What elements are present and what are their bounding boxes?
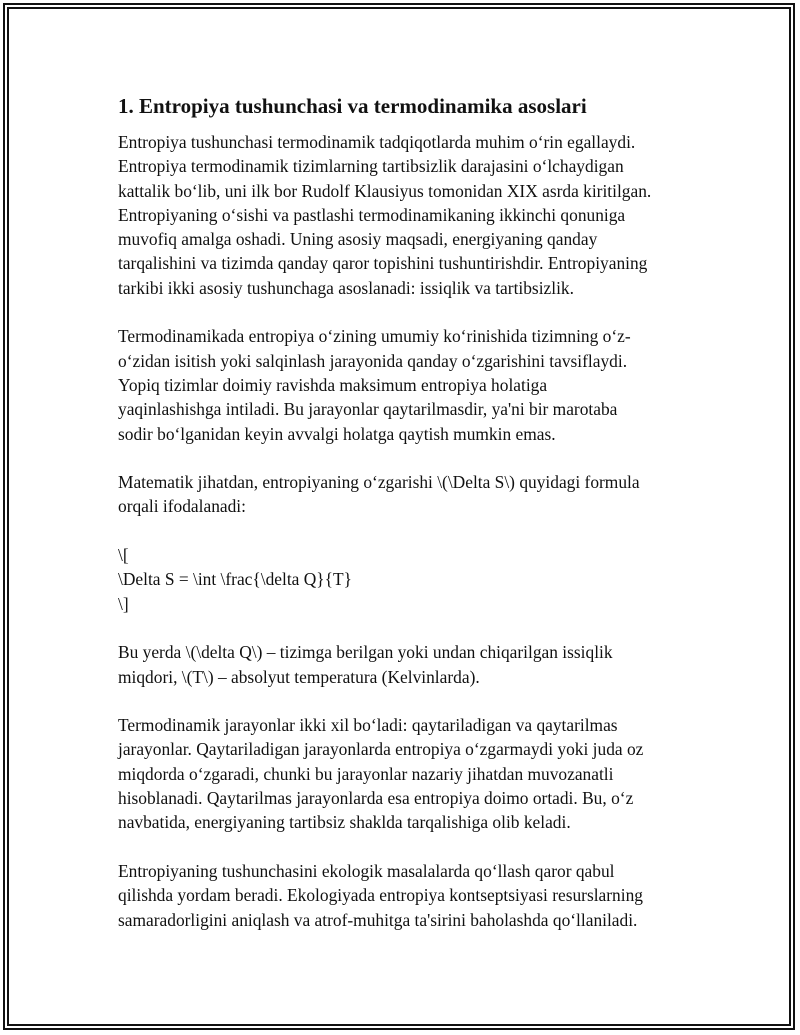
- text-line: \[: [118, 545, 129, 566]
- paragraph: [118, 470, 688, 519]
- text-line: Termodinamik jarayonlar ikki xil bo‘ladi: qaytariladigan va qaytarilmas: [118, 715, 618, 736]
- document-body: [118, 92, 688, 956]
- text-line: jarayonlar. Qaytariladigan jarayonlarda entropiya o‘zgarmaydi yoki juda oz: [118, 739, 644, 760]
- text-line: Termodinamikada entropiya o‘zining umumiy ko‘rinishida tizimning o‘z-: [118, 326, 631, 347]
- text-line: tarqalishini va tizimda qanday qaror topishini tushuntirishdir. Entropiyaning: [118, 253, 648, 274]
- paragraph-list: [118, 130, 688, 932]
- section-heading: 1. Entropiya tushunchasi va termodinamika asoslari: [118, 94, 587, 118]
- text-line: Bu yerda \(\delta Q\) – tizimga berilgan yoki undan chiqarilgan issiqlik: [118, 642, 613, 663]
- text-line: hisoblanadi. Qaytarilmas jarayonlarda esa entropiya doimo ortadi. Bu, o‘z: [118, 788, 634, 809]
- text-line: navbatida, energiyaning tartibsiz shaklda tarqalishiga olib keladi.: [118, 812, 571, 833]
- text-line: Yopiq tizimlar doimiy ravishda maksimum entropiya holatiga: [118, 374, 548, 395]
- text-line: \]: [118, 593, 129, 614]
- text-line: tarkibi ikki asosiy tushunchaga asoslanadi: issiqlik va tartibsizlik.: [118, 277, 574, 298]
- text-line: Entropiya termodinamik tizimlarning tartibsizlik darajasini o‘lchaydigan: [118, 156, 624, 177]
- paragraph: [118, 130, 688, 300]
- text-line: \Delta S = \int \frac{\delta Q}{T}: [118, 569, 352, 590]
- text-line: qilishda yordam beradi. Ekologiyada entropiya kontseptsiyasi resurslarning: [118, 885, 643, 906]
- text-line: sodir bo‘lganidan keyin avvalgi holatga qaytish mumkin emas.: [118, 423, 556, 444]
- text-line: Entropiyaning tushunchasini ekologik masalalarda qo‘llash qaror qabul: [118, 860, 615, 881]
- text-line: yaqinlashishga intiladi. Bu jarayonlar qaytarilmasdir, ya'ni bir marotaba: [118, 399, 618, 420]
- text-line: samaradorligini aniqlash va atrof-muhitga ta'sirini baholashda qo‘llaniladi.: [118, 909, 638, 930]
- text-line: miqdori, \(T\) – absolyut temperatura (Kelvinlarda).: [118, 666, 480, 687]
- text-line: miqdorda o‘zgaradi, chunki bu jarayonlar nazariy jihatdan muvozanatli: [118, 763, 614, 784]
- text-line: kattalik bo‘lib, uni ilk bor Rudolf Klausiyus tomonidan XIX asrda kiritilgan.: [118, 180, 652, 201]
- formula-block: [118, 543, 688, 616]
- paragraph: [118, 324, 688, 445]
- text-line: orqali ifodalanadi:: [118, 496, 246, 517]
- text-line: Matematik jihatdan, entropiyaning o‘zgarishi \(\Delta S\) quyidagi formula: [118, 472, 640, 493]
- paragraph: [118, 713, 688, 834]
- text-line: o‘zidan isitish yoki salqinlash jarayonida qanday o‘zgarishini tavsiflaydi.: [118, 350, 628, 371]
- paragraph: [118, 859, 688, 932]
- text-line: Entropiyaning o‘sishi va pastlashi termodinamikaning ikkinchi qonuniga: [118, 204, 626, 225]
- text-line: muvofiq amalga oshadi. Uning asosiy maqsadi, energiyaning qanday: [118, 229, 598, 250]
- paragraph: [118, 640, 688, 689]
- text-line: Entropiya tushunchasi termodinamik tadqiqotlarda muhim o‘rin egallaydi.: [118, 132, 636, 152]
